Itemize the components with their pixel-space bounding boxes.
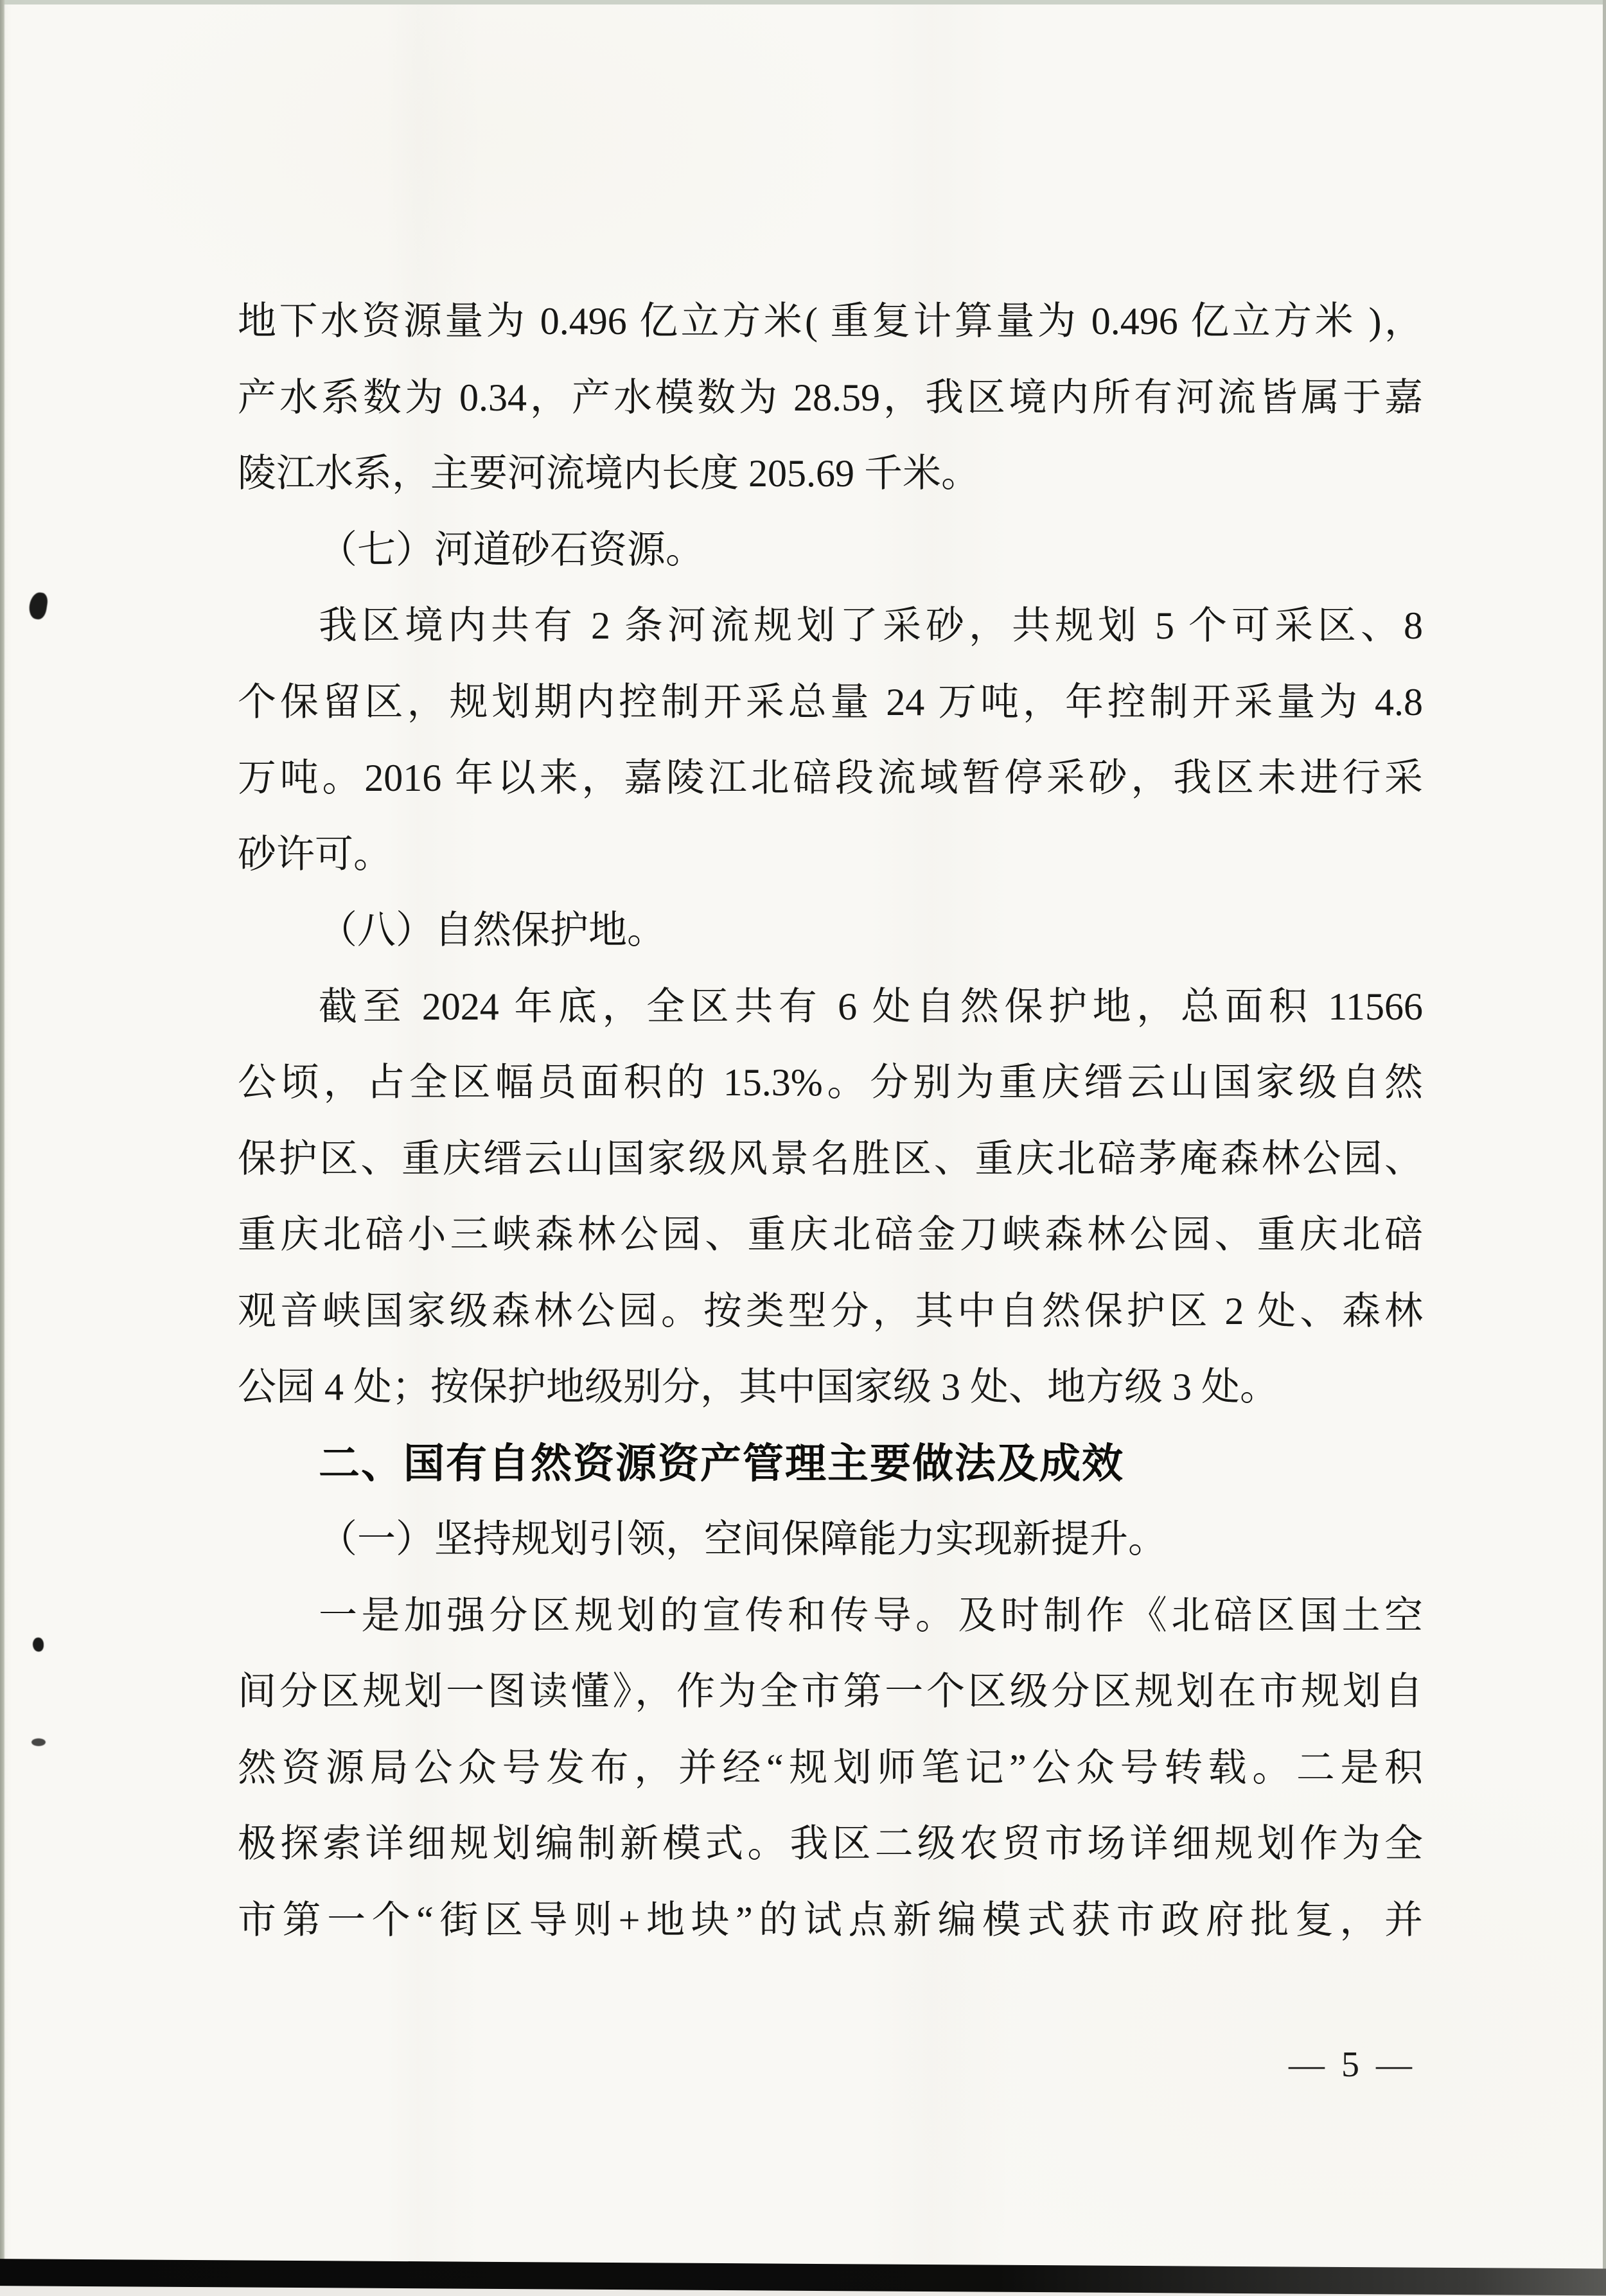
subheading-nature-reserves: （八）自然保护地。 bbox=[319, 909, 666, 951]
ink-spot bbox=[31, 1738, 46, 1746]
body-line: 我区境内共有 2 条河流规划了采砂，共规划 5 个可采区、8 bbox=[319, 605, 1423, 647]
heading-section-two: 二、国有自然资源资产管理主要做法及成效 bbox=[319, 1440, 1124, 1487]
scan-edge-right bbox=[1603, 0, 1606, 2273]
body-line: 地下水资源量为 0.496 亿立方米( 重复计算量为 0.496 亿立方米 )， bbox=[238, 300, 1423, 342]
body-line: 观音峡国家级森林公园。按类型分，其中自然保护区 2 处、森林 bbox=[238, 1289, 1423, 1332]
page-number: — 5 — bbox=[1289, 2045, 1416, 2085]
scan-edge-bottom-shadow bbox=[0, 2259, 1606, 2296]
body-line: 一是加强分区规划的宣传和传导。及时制作《北碚区国土空 bbox=[319, 1594, 1423, 1637]
body-line: 公顷，占全区幅员面积的 15.3%。分别为重庆缙云山国家级自然 bbox=[238, 1061, 1423, 1104]
scan-edge-left bbox=[0, 0, 5, 2273]
body-line: 陵江水系，主要河流境内长度 205.69 千米。 bbox=[238, 452, 980, 495]
body-line: 市第一个“街区导则+地块”的试点新编模式获市政府批复，并 bbox=[238, 1898, 1423, 1941]
body-line: 产水系数为 0.34，产水模数为 28.59，我区境内所有河流皆属于嘉 bbox=[238, 376, 1423, 419]
body-line: 保护区、重庆缙云山国家级风景名胜区、重庆北碚茅庵森林公园、 bbox=[238, 1137, 1423, 1180]
body-line: 公园 4 处；按保护地级别分，其中国家级 3 处、地方级 3 处。 bbox=[238, 1366, 1278, 1408]
scan-edge-top bbox=[0, 0, 1606, 4]
body-line: 极探索详细规划编制新模式。我区二级农贸市场详细规划作为全 bbox=[238, 1823, 1423, 1865]
body-line: 重庆北碚小三峡森林公园、重庆北碚金刀峡森林公园、重庆北碚 bbox=[238, 1214, 1423, 1256]
body-line: 砂许可。 bbox=[238, 833, 392, 876]
body-line: 万吨。2016 年以来，嘉陵江北碚段流域暂停采砂，我区未进行采 bbox=[238, 757, 1423, 799]
body-line: 个保留区，规划期内控制开采总量 24 万吨，年控制开采量为 4.8 bbox=[238, 680, 1423, 723]
ink-spot bbox=[33, 1638, 44, 1652]
body-line: 截至 2024 年底，全区共有 6 处自然保护地，总面积 11566 bbox=[319, 985, 1423, 1028]
subheading-river-sand-resources: （七）河道砂石资源。 bbox=[319, 528, 704, 571]
body-line: 间分区规划一图读懂》，作为全市第一个区级分区规划在市规划自 bbox=[238, 1670, 1423, 1713]
document-body bbox=[238, 283, 1423, 1958]
subheading-planning-leadership: （一）坚持规划引领，空间保障能力实现新提升。 bbox=[319, 1518, 1167, 1560]
ink-spot bbox=[28, 591, 49, 621]
body-line: 然资源局公众号发布，并经“规划师笔记”公众号转载。二是积 bbox=[238, 1746, 1423, 1789]
